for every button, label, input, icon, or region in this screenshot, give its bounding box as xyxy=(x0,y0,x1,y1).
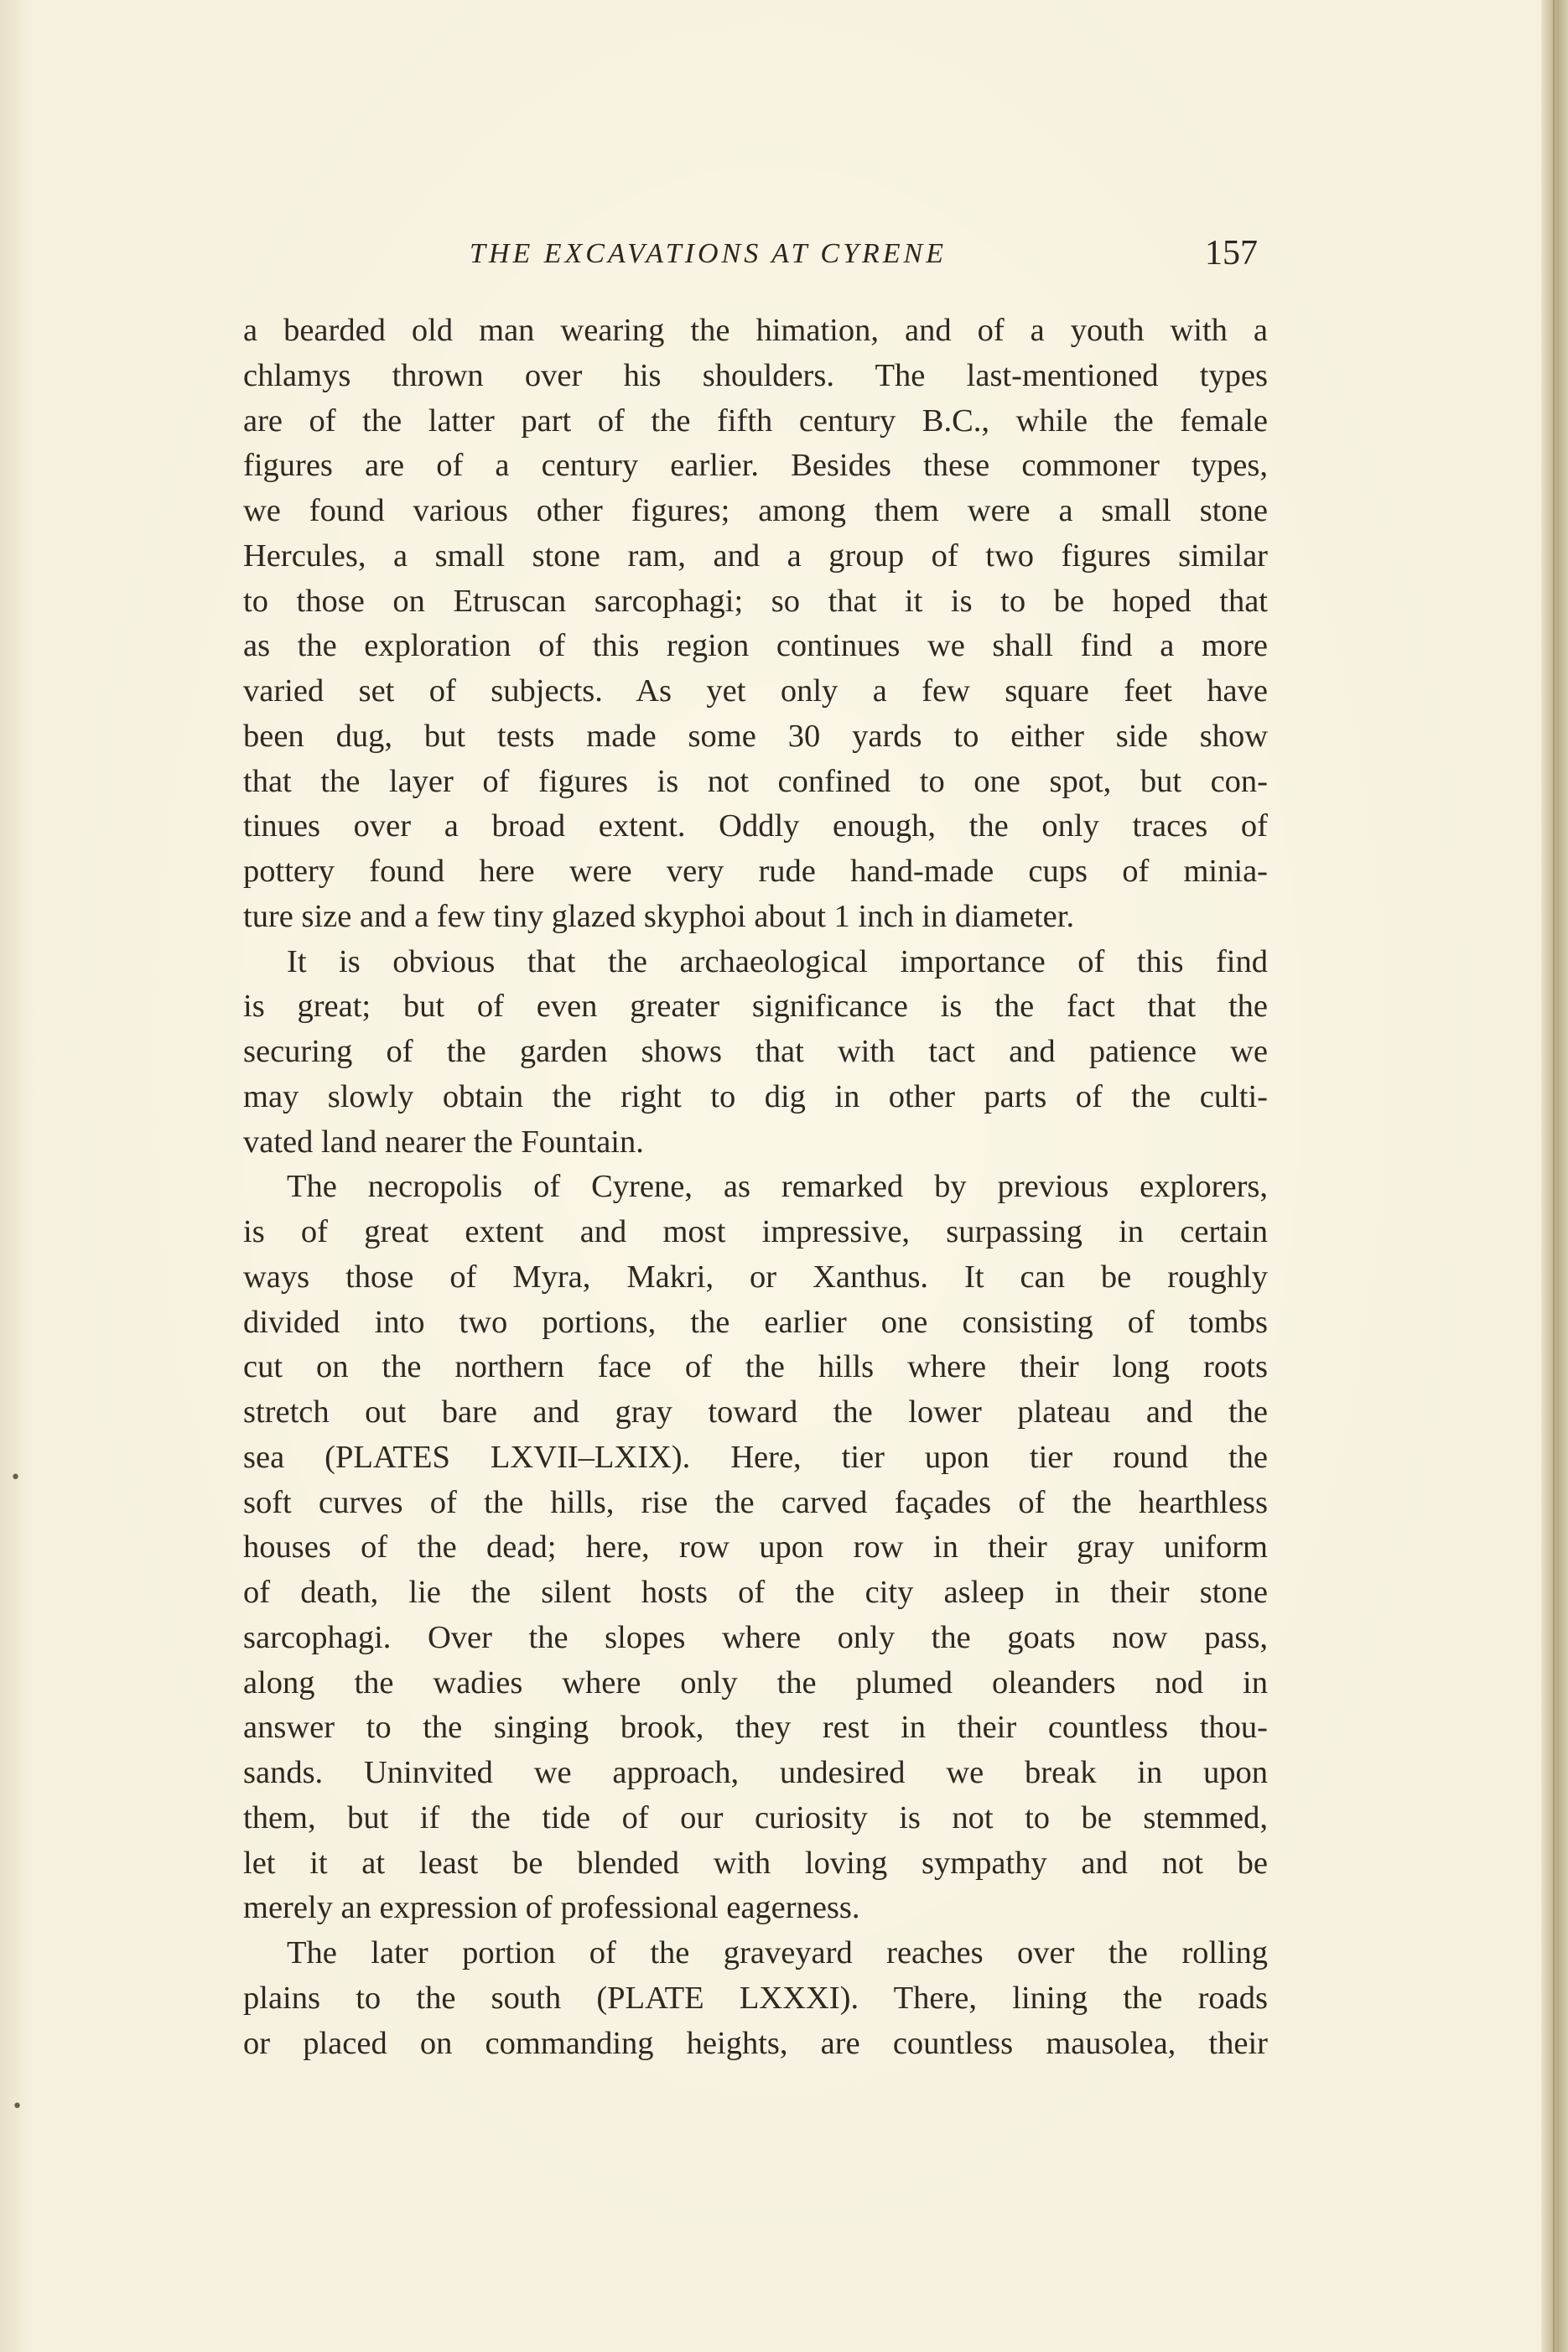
text-line: we found various other figures; among them were a small stone xyxy=(243,493,1268,528)
text-line: ture size and a few tiny glazed skyphoi about 1 inch in diameter. xyxy=(243,898,1075,934)
text-line: sarcophagi. Over the slopes where only the goats now pass, xyxy=(243,1619,1268,1655)
text-line: vated land nearer the Fountain. xyxy=(243,1124,644,1160)
text-line: tinues over a broad extent. Oddly enough, the only traces of xyxy=(243,808,1268,844)
text-line: answer to the singing brook, they rest in their countless thou- xyxy=(243,1710,1268,1746)
text-line: ways those of Myra, Makri, or Xanthus. It can be roughly xyxy=(243,1259,1268,1295)
running-head: THE EXCAVATIONS AT CYRENE xyxy=(470,238,947,269)
margin-speck: • xyxy=(10,1467,21,1488)
page-header xyxy=(243,233,1258,283)
text-line: chlamys thrown over his shoulders. The last-mentioned types xyxy=(243,357,1268,393)
text-line: sands. Uninvited we approach, undesired we break in upon xyxy=(243,1755,1268,1790)
text-line: The necropolis of Cyrene, as remarked by previous explorers, xyxy=(287,1169,1268,1205)
margin-speck: • xyxy=(12,2096,23,2117)
text-line: merely an expression of professional eagerness. xyxy=(243,1890,860,1926)
text-line: or placed on commanding heights, are countless mausolea, their xyxy=(243,2025,1268,2061)
text-line: sea (PLATES LXVII–LXIX). Here, tier upon tier round the xyxy=(243,1439,1268,1475)
text-line: to those on Etruscan sarcophagi; so that it is to be hoped that xyxy=(243,583,1268,619)
text-line: is great; but of even greater significance is the fact that the xyxy=(243,989,1268,1025)
text-line: The later portion of the graveyard reaches over the rolling xyxy=(287,1935,1268,1970)
text-line: soft curves of the hills, rise the carved façades of the hearthless xyxy=(243,1484,1268,1520)
text-line: as the exploration of this region continues we shall find a more xyxy=(243,628,1268,664)
body-text xyxy=(243,309,1268,2066)
text-line: cut on the northern face of the hills where their long roots xyxy=(243,1349,1268,1385)
text-line: plains to the south (PLATE LXXXI). There, lining the roads xyxy=(243,1980,1268,2016)
text-line: divided into two portions, the earlier one consisting of tombs xyxy=(243,1304,1268,1340)
text-line: pottery found here were very rude hand-made cups of minia- xyxy=(243,854,1268,889)
text-line: are of the latter part of the fifth century B.C., while the female xyxy=(243,402,1268,439)
text-line: been dug, but tests made some 30 yards to either side show xyxy=(243,718,1268,754)
text-line: figures are of a century earlier. Besides these commoner types, xyxy=(243,448,1268,484)
text-line: them, but if the tide of our curiosity is not to be stemmed, xyxy=(243,1799,1268,1835)
text-line: let it at least be blended with loving sympathy and not be xyxy=(243,1845,1268,1881)
text-line: is of great extent and most impressive, surpassing in certain xyxy=(243,1214,1268,1249)
page-edge xyxy=(1541,0,1568,2352)
page-number: 157 xyxy=(1205,234,1258,273)
text-line: may slowly obtain the right to dig in other parts of the culti- xyxy=(243,1078,1268,1114)
page-edge-line xyxy=(1553,0,1555,2352)
text-line: of death, lie the silent hosts of the city asleep in their stone xyxy=(243,1575,1268,1610)
text-line: stretch out bare and gray toward the lower plateau and the xyxy=(243,1394,1268,1430)
text-line: that the layer of figures is not confined to one spot, but con- xyxy=(243,763,1268,799)
text-line: houses of the dead; here, row upon row in their gray uniform xyxy=(243,1529,1268,1565)
text-line: varied set of subjects. As yet only a few square feet have xyxy=(243,673,1268,709)
text-line: Hercules, a small stone ram, and a group of two figures similar xyxy=(243,537,1268,574)
text-line: along the wadies where only the plumed oleanders nod in xyxy=(243,1664,1268,1700)
text-line: It is obvious that the archaeological importance of this find xyxy=(287,943,1268,979)
text-line: securing of the garden shows that with tact and patience we xyxy=(243,1034,1268,1069)
text-line: a bearded old man wearing the himation, and of a youth with a xyxy=(243,313,1268,348)
